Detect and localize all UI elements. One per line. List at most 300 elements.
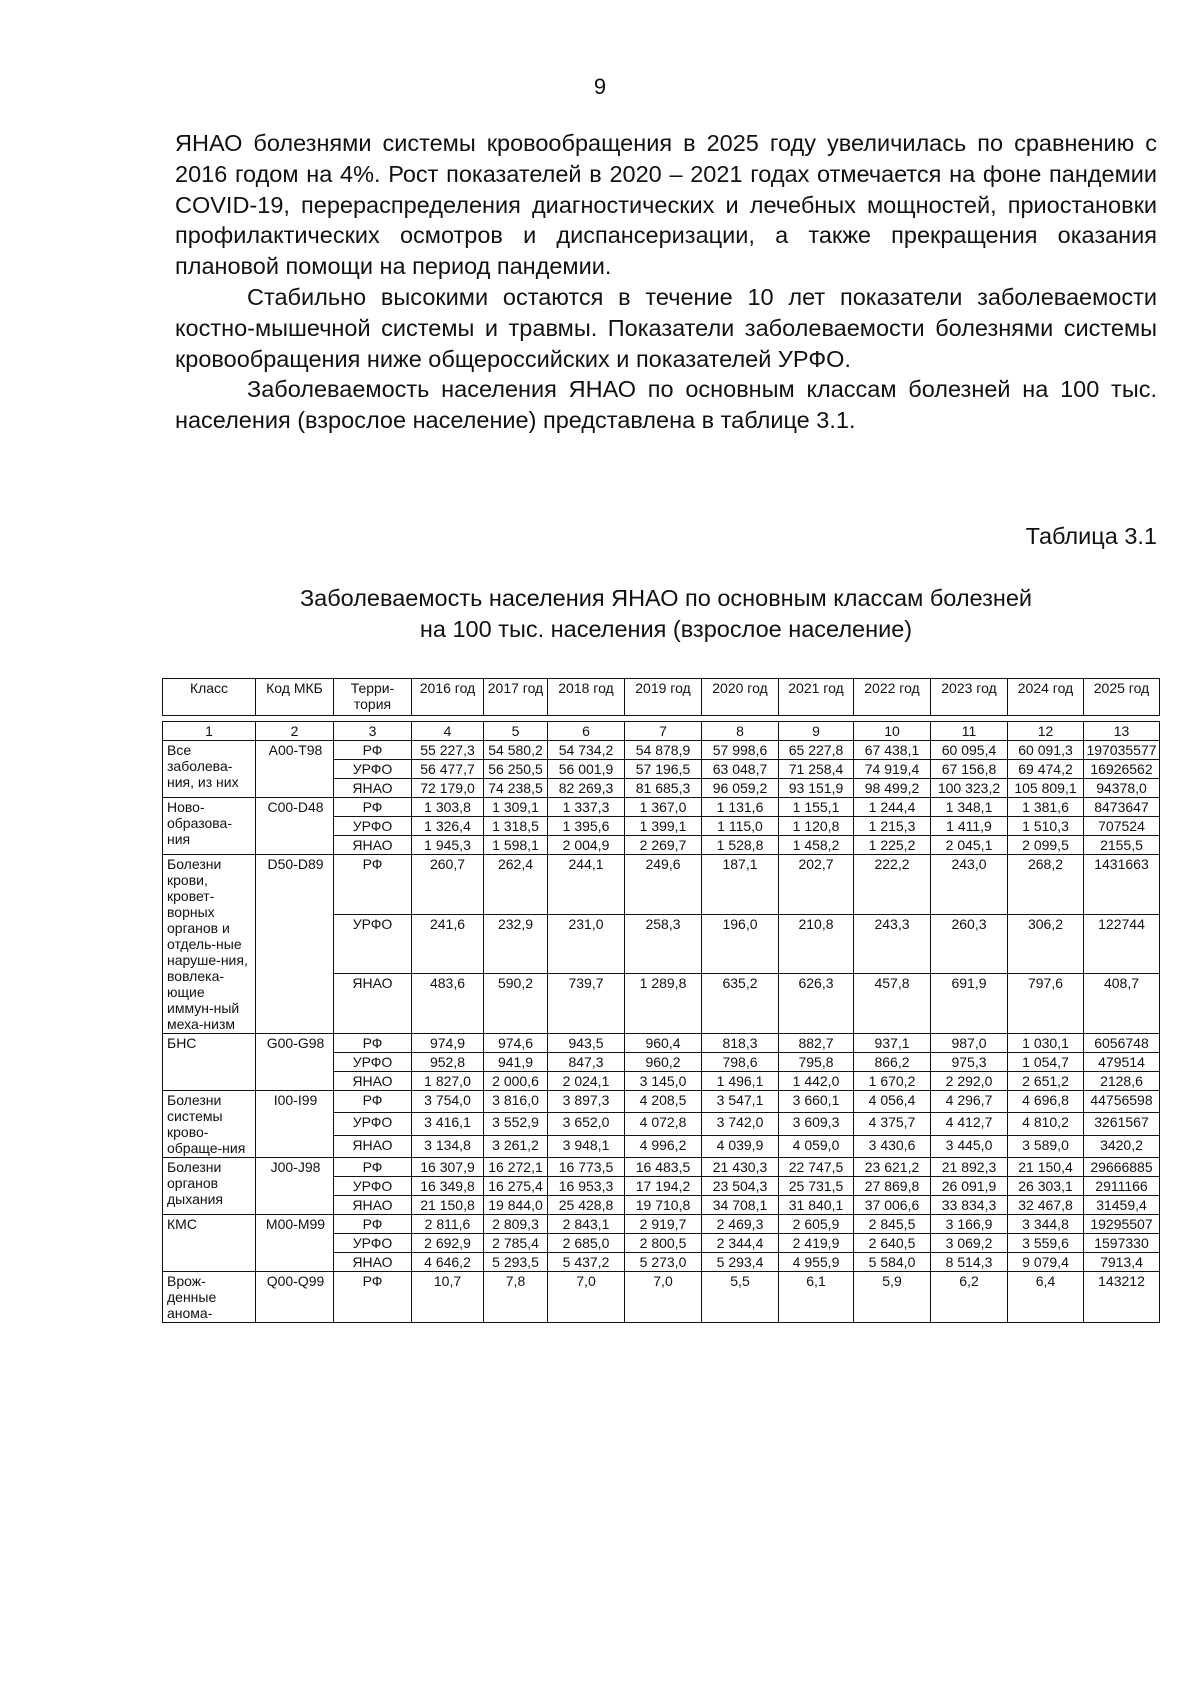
value-cell: 882,7 xyxy=(779,1034,854,1053)
table-row xyxy=(163,1091,1160,1113)
value-cell: 5,9 xyxy=(854,1272,931,1323)
value-cell: 739,7 xyxy=(548,974,625,1034)
value-cell: 82 269,3 xyxy=(548,779,625,798)
column-header: 2017 год xyxy=(484,679,548,716)
value-cell: 2 605,9 xyxy=(779,1215,854,1234)
territory-cell: УРФО xyxy=(334,1234,412,1253)
value-cell: 1 670,2 xyxy=(854,1072,931,1091)
value-cell: 1 054,7 xyxy=(1008,1053,1084,1072)
value-cell: 975,3 xyxy=(931,1053,1008,1072)
value-cell: 60 091,3 xyxy=(1008,741,1084,760)
column-header: 2021 год xyxy=(779,679,854,716)
value-cell: 222,2 xyxy=(854,855,931,915)
value-cell: 27 869,8 xyxy=(854,1177,931,1196)
value-cell: 2 919,7 xyxy=(625,1215,702,1234)
value-cell: 3 559,6 xyxy=(1008,1234,1084,1253)
value-cell: 74 919,4 xyxy=(854,760,931,779)
value-cell: 2 685,0 xyxy=(548,1234,625,1253)
value-cell: 4 039,9 xyxy=(702,1135,779,1157)
column-number: 6 xyxy=(548,722,625,741)
value-cell: 23 621,2 xyxy=(854,1158,931,1177)
value-cell: 941,9 xyxy=(484,1053,548,1072)
value-cell: 22 747,5 xyxy=(779,1158,854,1177)
value-cell: 56 001,9 xyxy=(548,760,625,779)
value-cell: 2 692,9 xyxy=(412,1234,484,1253)
value-cell: 1 395,6 xyxy=(548,817,625,836)
value-cell: 21 150,4 xyxy=(1008,1158,1084,1177)
value-cell: 795,8 xyxy=(779,1053,854,1072)
value-cell: 2 004,9 xyxy=(548,836,625,855)
value-cell: 1 318,5 xyxy=(484,817,548,836)
value-cell: 8473647 xyxy=(1084,798,1160,817)
value-cell: 3 948,1 xyxy=(548,1135,625,1157)
value-cell: 797,6 xyxy=(1008,974,1084,1034)
value-cell: 4 810,2 xyxy=(1008,1113,1084,1135)
value-cell: 4 996,2 xyxy=(625,1135,702,1157)
value-cell: 3 416,1 xyxy=(412,1113,484,1135)
value-cell: 10,7 xyxy=(412,1272,484,1323)
value-cell: 847,3 xyxy=(548,1053,625,1072)
territory-cell: ЯНАО xyxy=(334,836,412,855)
value-cell: 5 273,0 xyxy=(625,1253,702,1272)
column-header: 2016 год xyxy=(412,679,484,716)
value-cell: 3 897,3 xyxy=(548,1091,625,1113)
column-number: 7 xyxy=(625,722,702,741)
value-cell: 232,9 xyxy=(484,914,548,974)
value-cell: 1 945,3 xyxy=(412,836,484,855)
table-row xyxy=(163,741,1160,760)
value-cell: 1 326,4 xyxy=(412,817,484,836)
value-cell: 244,1 xyxy=(548,855,625,915)
value-cell: 260,7 xyxy=(412,855,484,915)
icd-code-cell: I00-I99 xyxy=(256,1091,334,1158)
value-cell: 57 998,6 xyxy=(702,741,779,760)
value-cell: 19 844,0 xyxy=(484,1196,548,1215)
value-cell: 33 834,3 xyxy=(931,1196,1008,1215)
value-cell: 1 496,1 xyxy=(702,1072,779,1091)
value-cell: 81 685,3 xyxy=(625,779,702,798)
column-header: Код МКБ xyxy=(256,679,334,716)
value-cell: 96 059,2 xyxy=(702,779,779,798)
column-number: 1 xyxy=(163,722,256,741)
value-cell: 1 244,4 xyxy=(854,798,931,817)
territory-cell: ЯНАО xyxy=(334,974,412,1034)
value-cell: 1 348,1 xyxy=(931,798,1008,817)
value-cell: 23 504,3 xyxy=(702,1177,779,1196)
value-cell: 626,3 xyxy=(779,974,854,1034)
value-cell: 4 412,7 xyxy=(931,1113,1008,1135)
column-number: 3 xyxy=(334,722,412,741)
value-cell: 2 469,3 xyxy=(702,1215,779,1234)
value-cell: 4 059,0 xyxy=(779,1135,854,1157)
territory-cell: УРФО xyxy=(334,1053,412,1072)
paragraph: ЯНАО болезнями системы кровообращения в 2025 году увеличилась по сравнению с 2016 годом на 4%. Рост показателей в 2020 – 2021 годах отмечается на фоне пандемии COVID-19, перераспределения диагностических и лечебных мощностей, приостановки профилактических осмотров и диспансеризации, а также прекращения оказания плановой помощи на период пандемии. xyxy=(175,130,1157,280)
value-cell: 100 323,2 xyxy=(931,779,1008,798)
value-cell: 9 079,4 xyxy=(1008,1253,1084,1272)
value-cell: 16 773,5 xyxy=(548,1158,625,1177)
value-cell: 26 303,1 xyxy=(1008,1177,1084,1196)
column-number: 13 xyxy=(1084,722,1160,741)
value-cell: 4 955,9 xyxy=(779,1253,854,1272)
column-number: 11 xyxy=(931,722,1008,741)
value-cell: 26 091,9 xyxy=(931,1177,1008,1196)
value-cell: 31 840,1 xyxy=(779,1196,854,1215)
value-cell: 2 269,7 xyxy=(625,836,702,855)
value-cell: 202,7 xyxy=(779,855,854,915)
territory-cell: УРФО xyxy=(334,914,412,974)
value-cell: 260,3 xyxy=(931,914,1008,974)
value-cell: 2 845,5 xyxy=(854,1215,931,1234)
value-cell: 6056748 xyxy=(1084,1034,1160,1053)
column-number: 12 xyxy=(1008,722,1084,741)
value-cell: 16 953,3 xyxy=(548,1177,625,1196)
territory-cell: РФ xyxy=(334,1215,412,1234)
value-cell: 16 307,9 xyxy=(412,1158,484,1177)
value-cell: 6,4 xyxy=(1008,1272,1084,1323)
value-cell: 635,2 xyxy=(702,974,779,1034)
value-cell: 3 552,9 xyxy=(484,1113,548,1135)
header-row xyxy=(163,679,1160,716)
column-number: 4 xyxy=(412,722,484,741)
value-cell: 3 816,0 xyxy=(484,1091,548,1113)
value-cell: 3 134,8 xyxy=(412,1135,484,1157)
value-cell: 4 072,8 xyxy=(625,1113,702,1135)
value-cell: 5 293,4 xyxy=(702,1253,779,1272)
value-cell: 1 289,8 xyxy=(625,974,702,1034)
territory-cell: УРФО xyxy=(334,817,412,836)
column-header: 2020 год xyxy=(702,679,779,716)
value-cell: 2 811,6 xyxy=(412,1215,484,1234)
table-label: Таблица 3.1 xyxy=(1025,523,1157,549)
column-header: Терри-тория xyxy=(334,679,412,716)
value-cell: 231,0 xyxy=(548,914,625,974)
value-cell: 1431663 xyxy=(1084,855,1160,915)
value-cell: 69 474,2 xyxy=(1008,760,1084,779)
value-cell: 943,5 xyxy=(548,1034,625,1053)
value-cell: 2 843,1 xyxy=(548,1215,625,1234)
value-cell: 952,8 xyxy=(412,1053,484,1072)
table-row xyxy=(163,855,1160,915)
territory-cell: ЯНАО xyxy=(334,1072,412,1091)
value-cell: 1 411,9 xyxy=(931,817,1008,836)
value-cell: 74 238,5 xyxy=(484,779,548,798)
column-header: 2019 год xyxy=(625,679,702,716)
value-cell: 1 115,0 xyxy=(702,817,779,836)
value-cell: 4 056,4 xyxy=(854,1091,931,1113)
value-cell: 3 261,2 xyxy=(484,1135,548,1157)
icd-code-cell: A00-T98 xyxy=(256,741,334,798)
icd-code-cell: C00-D48 xyxy=(256,798,334,855)
table-title xyxy=(175,583,1157,645)
value-cell: 98 499,2 xyxy=(854,779,931,798)
value-cell: 2 640,5 xyxy=(854,1234,931,1253)
column-number: 9 xyxy=(779,722,854,741)
territory-cell: РФ xyxy=(334,1158,412,1177)
value-cell: 2911166 xyxy=(1084,1177,1160,1196)
value-cell: 7913,4 xyxy=(1084,1253,1160,1272)
value-cell: 5 584,0 xyxy=(854,1253,931,1272)
value-cell: 590,2 xyxy=(484,974,548,1034)
value-cell: 16 272,1 xyxy=(484,1158,548,1177)
value-cell: 3 145,0 xyxy=(625,1072,702,1091)
value-cell: 60 095,4 xyxy=(931,741,1008,760)
value-cell: 262,4 xyxy=(484,855,548,915)
value-cell: 7,0 xyxy=(548,1272,625,1323)
table-row xyxy=(163,1272,1160,1323)
value-cell: 2 045,1 xyxy=(931,836,1008,855)
value-cell: 19 710,8 xyxy=(625,1196,702,1215)
value-cell: 974,9 xyxy=(412,1034,484,1053)
column-number: 5 xyxy=(484,722,548,741)
value-cell: 54 878,9 xyxy=(625,741,702,760)
value-cell: 258,3 xyxy=(625,914,702,974)
value-cell: 1597330 xyxy=(1084,1234,1160,1253)
value-cell: 937,1 xyxy=(854,1034,931,1053)
value-cell: 17 194,2 xyxy=(625,1177,702,1196)
value-cell: 143212 xyxy=(1084,1272,1160,1323)
value-cell: 54 580,2 xyxy=(484,741,548,760)
value-cell: 1 155,1 xyxy=(779,798,854,817)
value-cell: 1 303,8 xyxy=(412,798,484,817)
value-cell: 3 742,0 xyxy=(702,1113,779,1135)
value-cell: 2 000,6 xyxy=(484,1072,548,1091)
value-cell: 3 609,3 xyxy=(779,1113,854,1135)
value-cell: 32 467,8 xyxy=(1008,1196,1084,1215)
value-cell: 93 151,9 xyxy=(779,779,854,798)
column-header: 2023 год xyxy=(931,679,1008,716)
value-cell: 31459,4 xyxy=(1084,1196,1160,1215)
value-cell: 3 660,1 xyxy=(779,1091,854,1113)
value-cell: 57 196,5 xyxy=(625,760,702,779)
value-cell: 54 734,2 xyxy=(548,741,625,760)
value-cell: 1 827,0 xyxy=(412,1072,484,1091)
value-cell: 2 419,9 xyxy=(779,1234,854,1253)
column-number-row xyxy=(163,722,1160,741)
value-cell: 1 442,0 xyxy=(779,1072,854,1091)
value-cell: 3420,2 xyxy=(1084,1135,1160,1157)
value-cell: 94378,0 xyxy=(1084,779,1160,798)
territory-cell: УРФО xyxy=(334,1113,412,1135)
value-cell: 72 179,0 xyxy=(412,779,484,798)
value-cell: 16926562 xyxy=(1084,760,1160,779)
value-cell: 2 099,5 xyxy=(1008,836,1084,855)
disease-class-cell: Болезни органов дыхания xyxy=(163,1158,256,1215)
value-cell: 2 292,0 xyxy=(931,1072,1008,1091)
value-cell: 67 156,8 xyxy=(931,760,1008,779)
value-cell: 866,2 xyxy=(854,1053,931,1072)
value-cell: 21 430,3 xyxy=(702,1158,779,1177)
territory-cell: УРФО xyxy=(334,1177,412,1196)
column-number: 8 xyxy=(702,722,779,741)
territory-cell: ЯНАО xyxy=(334,1253,412,1272)
value-cell: 7,0 xyxy=(625,1272,702,1323)
value-cell: 2 785,4 xyxy=(484,1234,548,1253)
value-cell: 67 438,1 xyxy=(854,741,931,760)
value-cell: 249,6 xyxy=(625,855,702,915)
value-cell: 21 892,3 xyxy=(931,1158,1008,1177)
value-cell: 3 652,0 xyxy=(548,1113,625,1135)
value-cell: 63 048,7 xyxy=(702,760,779,779)
value-cell: 1 458,2 xyxy=(779,836,854,855)
value-cell: 798,6 xyxy=(702,1053,779,1072)
value-cell: 306,2 xyxy=(1008,914,1084,974)
value-cell: 1 367,0 xyxy=(625,798,702,817)
value-cell: 29666885 xyxy=(1084,1158,1160,1177)
territory-cell: РФ xyxy=(334,798,412,817)
column-number: 2 xyxy=(256,722,334,741)
value-cell: 34 708,1 xyxy=(702,1196,779,1215)
value-cell: 21 150,8 xyxy=(412,1196,484,1215)
value-cell: 4 646,2 xyxy=(412,1253,484,1272)
disease-class-cell: Болезни крови, кровет-ворных органов и отдель-ные наруше-ния, вовлека-ющие иммун-ный меха-низм xyxy=(163,855,256,1034)
value-cell: 2 809,3 xyxy=(484,1215,548,1234)
value-cell: 3 069,2 xyxy=(931,1234,1008,1253)
value-cell: 1 030,1 xyxy=(1008,1034,1084,1053)
body-text xyxy=(175,128,1157,436)
territory-cell: РФ xyxy=(334,855,412,915)
column-header: Класс xyxy=(163,679,256,716)
value-cell: 16 349,8 xyxy=(412,1177,484,1196)
value-cell: 974,6 xyxy=(484,1034,548,1053)
value-cell: 25 731,5 xyxy=(779,1177,854,1196)
value-cell: 408,7 xyxy=(1084,974,1160,1034)
icd-code-cell: M00-M99 xyxy=(256,1215,334,1272)
value-cell: 3 344,8 xyxy=(1008,1215,1084,1234)
column-header: 2018 год xyxy=(548,679,625,716)
value-cell: 4 696,8 xyxy=(1008,1091,1084,1113)
icd-code-cell: D50-D89 xyxy=(256,855,334,1034)
disease-class-cell: Все заболева-ния, из них xyxy=(163,741,256,798)
value-cell: 1 510,3 xyxy=(1008,817,1084,836)
table-row xyxy=(163,1215,1160,1234)
value-cell: 2 800,5 xyxy=(625,1234,702,1253)
value-cell: 44756598 xyxy=(1084,1091,1160,1113)
table-row xyxy=(163,1158,1160,1177)
value-cell: 5 437,2 xyxy=(548,1253,625,1272)
column-number: 10 xyxy=(854,722,931,741)
value-cell: 2 651,2 xyxy=(1008,1072,1084,1091)
value-cell: 1 131,6 xyxy=(702,798,779,817)
icd-code-cell: Q00-Q99 xyxy=(256,1272,334,1323)
territory-cell: ЯНАО xyxy=(334,1135,412,1157)
value-cell: 1 309,1 xyxy=(484,798,548,817)
icd-code-cell: G00-G98 xyxy=(256,1034,334,1091)
territory-cell: УРФО xyxy=(334,760,412,779)
value-cell: 4 296,7 xyxy=(931,1091,1008,1113)
value-cell: 122744 xyxy=(1084,914,1160,974)
value-cell: 1 225,2 xyxy=(854,836,931,855)
value-cell: 960,4 xyxy=(625,1034,702,1053)
value-cell: 16 275,4 xyxy=(484,1177,548,1196)
value-cell: 2155,5 xyxy=(1084,836,1160,855)
value-cell: 65 227,8 xyxy=(779,741,854,760)
value-cell: 268,2 xyxy=(1008,855,1084,915)
territory-cell: РФ xyxy=(334,1091,412,1113)
value-cell: 4 375,7 xyxy=(854,1113,931,1135)
value-cell: 707524 xyxy=(1084,817,1160,836)
territory-cell: РФ xyxy=(334,1034,412,1053)
value-cell: 56 477,7 xyxy=(412,760,484,779)
value-cell: 3 166,9 xyxy=(931,1215,1008,1234)
value-cell: 457,8 xyxy=(854,974,931,1034)
value-cell: 4 208,5 xyxy=(625,1091,702,1113)
disease-class-cell: Врож-денные анома- xyxy=(163,1272,256,1323)
value-cell: 987,0 xyxy=(931,1034,1008,1053)
value-cell: 243,0 xyxy=(931,855,1008,915)
value-cell: 19295507 xyxy=(1084,1215,1160,1234)
value-cell: 3 589,0 xyxy=(1008,1135,1084,1157)
value-cell: 3261567 xyxy=(1084,1113,1160,1135)
icd-code-cell: J00-J98 xyxy=(256,1158,334,1215)
value-cell: 1 528,8 xyxy=(702,836,779,855)
column-header: 2025 год xyxy=(1084,679,1160,716)
territory-cell: РФ xyxy=(334,1272,412,1323)
value-cell: 6,1 xyxy=(779,1272,854,1323)
value-cell: 960,2 xyxy=(625,1053,702,1072)
disease-class-cell: КМС xyxy=(163,1215,256,1272)
value-cell: 2128,6 xyxy=(1084,1072,1160,1091)
value-cell: 6,2 xyxy=(931,1272,1008,1323)
value-cell: 1 120,8 xyxy=(779,817,854,836)
territory-cell: РФ xyxy=(334,741,412,760)
value-cell: 7,8 xyxy=(484,1272,548,1323)
value-cell: 3 445,0 xyxy=(931,1135,1008,1157)
value-cell: 2 024,1 xyxy=(548,1072,625,1091)
value-cell: 25 428,8 xyxy=(548,1196,625,1215)
table-title-line: Заболеваемость населения ЯНАО по основным классам болезней xyxy=(299,585,1033,611)
territory-cell: ЯНАО xyxy=(334,779,412,798)
value-cell: 1 399,1 xyxy=(625,817,702,836)
value-cell: 3 547,1 xyxy=(702,1091,779,1113)
value-cell: 196,0 xyxy=(702,914,779,974)
table-row xyxy=(163,1034,1160,1053)
value-cell: 8 514,3 xyxy=(931,1253,1008,1272)
territory-cell: ЯНАО xyxy=(334,1196,412,1215)
value-cell: 56 250,5 xyxy=(484,760,548,779)
value-cell: 3 754,0 xyxy=(412,1091,484,1113)
value-cell: 3 430,6 xyxy=(854,1135,931,1157)
value-cell: 241,6 xyxy=(412,914,484,974)
disease-class-cell: Ново-образова-ния xyxy=(163,798,256,855)
value-cell: 197035577 xyxy=(1084,741,1160,760)
value-cell: 1 337,3 xyxy=(548,798,625,817)
value-cell: 483,6 xyxy=(412,974,484,1034)
value-cell: 16 483,5 xyxy=(625,1158,702,1177)
morbidity-table xyxy=(162,678,1160,1323)
value-cell: 5,5 xyxy=(702,1272,779,1323)
value-cell: 37 006,6 xyxy=(854,1196,931,1215)
disease-class-cell: Болезни системы крово-обраще-ния xyxy=(163,1091,256,1158)
disease-class-cell: БНС xyxy=(163,1034,256,1091)
value-cell: 243,3 xyxy=(854,914,931,974)
table-row xyxy=(163,798,1160,817)
value-cell: 2 344,4 xyxy=(702,1234,779,1253)
column-header: 2024 год xyxy=(1008,679,1084,716)
page-number: 9 xyxy=(593,74,607,99)
table-title-line: на 100 тыс. населения (взрослое население) xyxy=(419,616,913,642)
value-cell: 55 227,3 xyxy=(412,741,484,760)
column-header: 2022 год xyxy=(854,679,931,716)
paragraph: Заболеваемость населения ЯНАО по основным классам болезней на 100 тыс. населения (взрослое население) представлена в таблице 3.1. xyxy=(175,376,1157,434)
value-cell: 187,1 xyxy=(702,855,779,915)
value-cell: 71 258,4 xyxy=(779,760,854,779)
value-cell: 1 598,1 xyxy=(484,836,548,855)
value-cell: 479514 xyxy=(1084,1053,1160,1072)
value-cell: 818,3 xyxy=(702,1034,779,1053)
value-cell: 691,9 xyxy=(931,974,1008,1034)
value-cell: 1 381,6 xyxy=(1008,798,1084,817)
value-cell: 5 293,5 xyxy=(484,1253,548,1272)
